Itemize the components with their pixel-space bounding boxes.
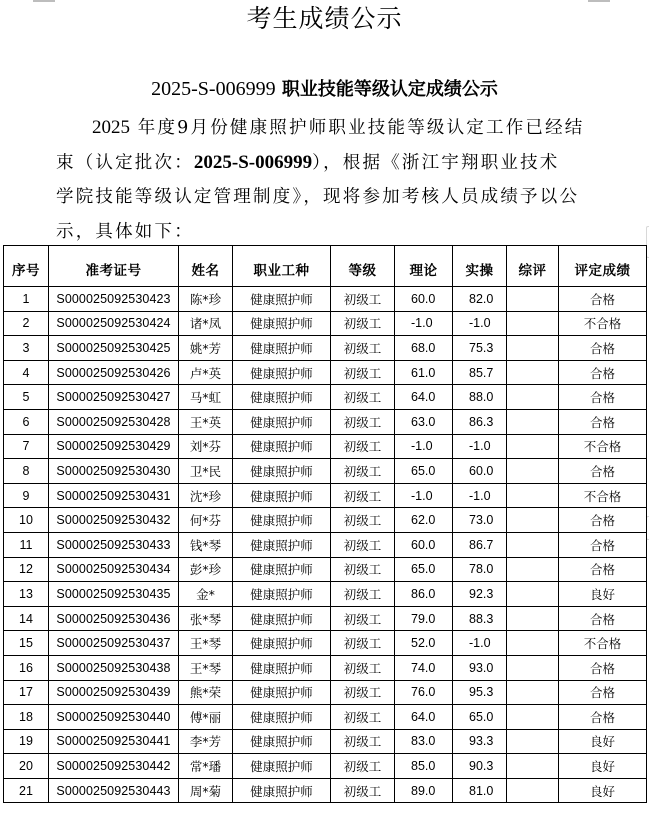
cell-name: 熊*荣 [179,680,233,705]
cell-name: 卢*英 [179,360,233,385]
table-row [4,360,647,385]
cell-practice: -1.0 [453,434,507,459]
cell-level: 初级工 [331,680,395,705]
table-row [4,311,647,336]
cell-practice: -1.0 [453,483,507,508]
cell-no: 17 [4,680,49,705]
cell-result: 不合格 [559,434,647,459]
table-row [4,557,647,582]
cell-name: 常*璠 [179,754,233,779]
cell-exam-id: S000025092530434 [49,557,179,582]
cell-exam-id: S000025092530430 [49,459,179,484]
header-level: 等级 [331,246,395,287]
cell-name: 诸*凤 [179,311,233,336]
cell-overall [507,582,559,607]
cell-level: 初级工 [331,705,395,730]
cell-exam-id: S000025092530431 [49,483,179,508]
cell-practice: 95.3 [453,680,507,705]
table-row [4,385,647,410]
document-title-text: 职业技能等级认定成绩公示 [275,79,498,100]
cell-overall [507,459,559,484]
cell-occupation: 健康照护师 [233,287,331,312]
table-row [4,582,647,607]
header-overall: 综评 [507,246,559,287]
cell-exam-id: S000025092530427 [49,385,179,410]
cell-overall [507,680,559,705]
cell-no: 16 [4,655,49,680]
cell-result: 合格 [559,336,647,361]
cell-no: 7 [4,434,49,459]
cell-theory: 65.0 [395,557,453,582]
cell-result: 合格 [559,532,647,557]
cell-theory: 89.0 [395,778,453,803]
cell-occupation: 健康照护师 [233,606,331,631]
cell-level: 初级工 [331,754,395,779]
cell-name: 王*英 [179,409,233,434]
cell-theory: 68.0 [395,336,453,361]
table-row [4,606,647,631]
cell-name: 王*琴 [179,631,233,656]
cell-name: 周*菊 [179,778,233,803]
cell-overall [507,655,559,680]
table-row [4,287,647,312]
cell-level: 初级工 [331,508,395,533]
cell-name: 钱*琴 [179,532,233,557]
cell-overall [507,287,559,312]
cell-no: 13 [4,582,49,607]
scores-table [3,245,647,803]
cell-exam-id: S000025092530428 [49,409,179,434]
cell-no: 10 [4,508,49,533]
cell-overall [507,754,559,779]
header-practice: 实操 [453,246,507,287]
cell-overall [507,360,559,385]
cell-level: 初级工 [331,778,395,803]
cell-theory: 74.0 [395,655,453,680]
cell-name: 沈*珍 [179,483,233,508]
cell-exam-id: S000025092530441 [49,729,179,754]
header-exam-id: 准考证号 [49,246,179,287]
cell-no: 21 [4,778,49,803]
cell-occupation: 健康照护师 [233,434,331,459]
cell-practice: 65.0 [453,705,507,730]
table-row [4,459,647,484]
cell-occupation: 健康照护师 [233,311,331,336]
cell-no: 3 [4,336,49,361]
cell-overall [507,778,559,803]
cell-result: 良好 [559,778,647,803]
cell-result: 合格 [559,459,647,484]
cell-no: 2 [4,311,49,336]
cell-theory: 60.0 [395,532,453,557]
cell-result: 良好 [559,754,647,779]
cell-no: 5 [4,385,49,410]
table-row [4,680,647,705]
cell-result: 不合格 [559,631,647,656]
header-result: 评定成绩 [559,246,647,287]
cell-result: 不合格 [559,311,647,336]
cell-exam-id: S000025092530424 [49,311,179,336]
cell-result: 合格 [559,557,647,582]
cell-occupation: 健康照护师 [233,385,331,410]
cell-no: 15 [4,631,49,656]
cell-level: 初级工 [331,483,395,508]
cell-name: 陈*珍 [179,287,233,312]
cell-level: 初级工 [331,336,395,361]
cell-practice: 82.0 [453,287,507,312]
cell-no: 8 [4,459,49,484]
cell-name: 马*虹 [179,385,233,410]
cell-result: 合格 [559,385,647,410]
cell-occupation: 健康照护师 [233,557,331,582]
cell-name: 李*芳 [179,729,233,754]
cell-practice: -1.0 [453,311,507,336]
cell-exam-id: S000025092530426 [49,360,179,385]
cell-theory: -1.0 [395,483,453,508]
cell-practice: 78.0 [453,557,507,582]
intro-paragraph [56,110,590,250]
cell-overall [507,311,559,336]
cell-practice: 86.7 [453,532,507,557]
cell-level: 初级工 [331,557,395,582]
cell-exam-id: S000025092530423 [49,287,179,312]
cell-exam-id: S000025092530429 [49,434,179,459]
cell-name: 金* [179,582,233,607]
cell-overall [507,631,559,656]
cell-exam-id: S000025092530435 [49,582,179,607]
cell-practice: 85.7 [453,360,507,385]
cell-result: 不合格 [559,483,647,508]
cell-exam-id: S000025092530439 [49,680,179,705]
document-title [0,76,649,103]
cell-level: 初级工 [331,655,395,680]
cell-theory: 83.0 [395,729,453,754]
cell-practice: -1.0 [453,631,507,656]
cell-level: 初级工 [331,311,395,336]
cell-name: 王*琴 [179,655,233,680]
cell-exam-id: S000025092530438 [49,655,179,680]
cell-exam-id: S000025092530433 [49,532,179,557]
cell-theory: 63.0 [395,409,453,434]
cell-practice: 75.3 [453,336,507,361]
table-row [4,508,647,533]
cell-theory: 85.0 [395,754,453,779]
cell-occupation: 健康照护师 [233,336,331,361]
cell-overall [507,483,559,508]
cell-practice: 88.0 [453,385,507,410]
table-row [4,532,647,557]
cell-level: 初级工 [331,287,395,312]
cell-practice: 90.3 [453,754,507,779]
cell-practice: 93.3 [453,729,507,754]
cell-theory: 60.0 [395,287,453,312]
table-row [4,705,647,730]
table-row [4,754,647,779]
cell-practice: 88.3 [453,606,507,631]
cell-no: 18 [4,705,49,730]
table-row [4,336,647,361]
cell-occupation: 健康照护师 [233,483,331,508]
cell-occupation: 健康照护师 [233,729,331,754]
cell-theory: -1.0 [395,311,453,336]
cell-no: 12 [4,557,49,582]
cell-result: 合格 [559,705,647,730]
header-occupation: 职业工种 [233,246,331,287]
cell-theory: 52.0 [395,631,453,656]
cell-occupation: 健康照护师 [233,680,331,705]
cell-theory: 79.0 [395,606,453,631]
cell-practice: 73.0 [453,508,507,533]
cell-level: 初级工 [331,582,395,607]
header-name: 姓名 [179,246,233,287]
header-theory: 理论 [395,246,453,287]
cell-practice: 93.0 [453,655,507,680]
cell-no: 6 [4,409,49,434]
table-row [4,729,647,754]
cell-level: 初级工 [331,409,395,434]
cell-occupation: 健康照护师 [233,655,331,680]
page-title: 考生成绩公示 [246,4,403,33]
cell-name: 刘*芬 [179,434,233,459]
table-row [4,655,647,680]
cell-exam-id: S000025092530425 [49,336,179,361]
cell-theory: 76.0 [395,680,453,705]
cell-name: 姚*芳 [179,336,233,361]
cell-no: 19 [4,729,49,754]
cell-no: 20 [4,754,49,779]
cell-level: 初级工 [331,434,395,459]
cell-exam-id: S000025092530437 [49,631,179,656]
cell-theory: 86.0 [395,582,453,607]
cell-theory: -1.0 [395,434,453,459]
cell-overall [507,557,559,582]
cell-result: 合格 [559,655,647,680]
cell-theory: 61.0 [395,360,453,385]
cell-occupation: 健康照护师 [233,459,331,484]
table-row [4,631,647,656]
cell-level: 初级工 [331,631,395,656]
cell-theory: 64.0 [395,385,453,410]
cell-level: 初级工 [331,385,395,410]
cell-no: 1 [4,287,49,312]
cell-level: 初级工 [331,606,395,631]
paragraph-line: 2025 年度9月份健康照护师职业技能等级认定工作已经结 [92,117,585,138]
cell-level: 初级工 [331,360,395,385]
cell-overall [507,532,559,557]
cell-overall [507,508,559,533]
cell-exam-id: S000025092530432 [49,508,179,533]
cell-exam-id: S000025092530436 [49,606,179,631]
cell-name: 彭*珍 [179,557,233,582]
cell-occupation: 健康照护师 [233,409,331,434]
cell-occupation: 健康照护师 [233,508,331,533]
cell-practice: 60.0 [453,459,507,484]
cell-theory: 62.0 [395,508,453,533]
batch-code: 2025-S-006999 [151,78,276,100]
cell-occupation: 健康照护师 [233,631,331,656]
cell-no: 9 [4,483,49,508]
cell-occupation: 健康照护师 [233,582,331,607]
cell-overall [507,385,559,410]
cell-level: 初级工 [331,729,395,754]
cell-occupation: 健康照护师 [233,705,331,730]
cell-overall [507,336,559,361]
table-header-row [4,246,647,287]
cell-level: 初级工 [331,532,395,557]
cell-exam-id: S000025092530443 [49,778,179,803]
cell-overall [507,409,559,434]
cell-name: 何*芬 [179,508,233,533]
table-row [4,778,647,803]
cell-result: 合格 [559,409,647,434]
cell-occupation: 健康照护师 [233,754,331,779]
cell-practice: 86.3 [453,409,507,434]
cell-overall [507,705,559,730]
cell-level: 初级工 [331,459,395,484]
cell-overall [507,606,559,631]
cell-practice: 81.0 [453,778,507,803]
table-row [4,483,647,508]
cell-result: 合格 [559,508,647,533]
cell-exam-id: S000025092530440 [49,705,179,730]
cell-name: 傅*丽 [179,705,233,730]
cell-exam-id: S000025092530442 [49,754,179,779]
cell-overall [507,729,559,754]
cell-result: 合格 [559,606,647,631]
table-row [4,434,647,459]
cell-name: 卫*民 [179,459,233,484]
cell-no: 11 [4,532,49,557]
cell-occupation: 健康照护师 [233,778,331,803]
paragraph-line: 示，具体如下： [56,222,194,242]
cell-practice: 92.3 [453,582,507,607]
table-row [4,409,647,434]
cell-occupation: 健康照护师 [233,360,331,385]
batch-code-inline: 2025-S-006999 [193,152,313,173]
cell-no: 4 [4,360,49,385]
cell-result: 合格 [559,287,647,312]
cell-theory: 64.0 [395,705,453,730]
cell-result: 合格 [559,360,647,385]
cell-theory: 65.0 [395,459,453,484]
cell-no: 14 [4,606,49,631]
paragraph-line: 束（认定批次：2025-S-006999），根据《浙江宇翔职业技术 [56,152,560,173]
cell-result: 良好 [559,582,647,607]
header-no: 序号 [4,246,49,287]
cell-result: 合格 [559,680,647,705]
paragraph-line: 学院技能等级认定管理制度》，现将参加考核人员成绩予以公 [56,187,580,207]
cell-result: 良好 [559,729,647,754]
cell-overall [507,434,559,459]
cell-occupation: 健康照护师 [233,532,331,557]
cell-name: 张*琴 [179,606,233,631]
